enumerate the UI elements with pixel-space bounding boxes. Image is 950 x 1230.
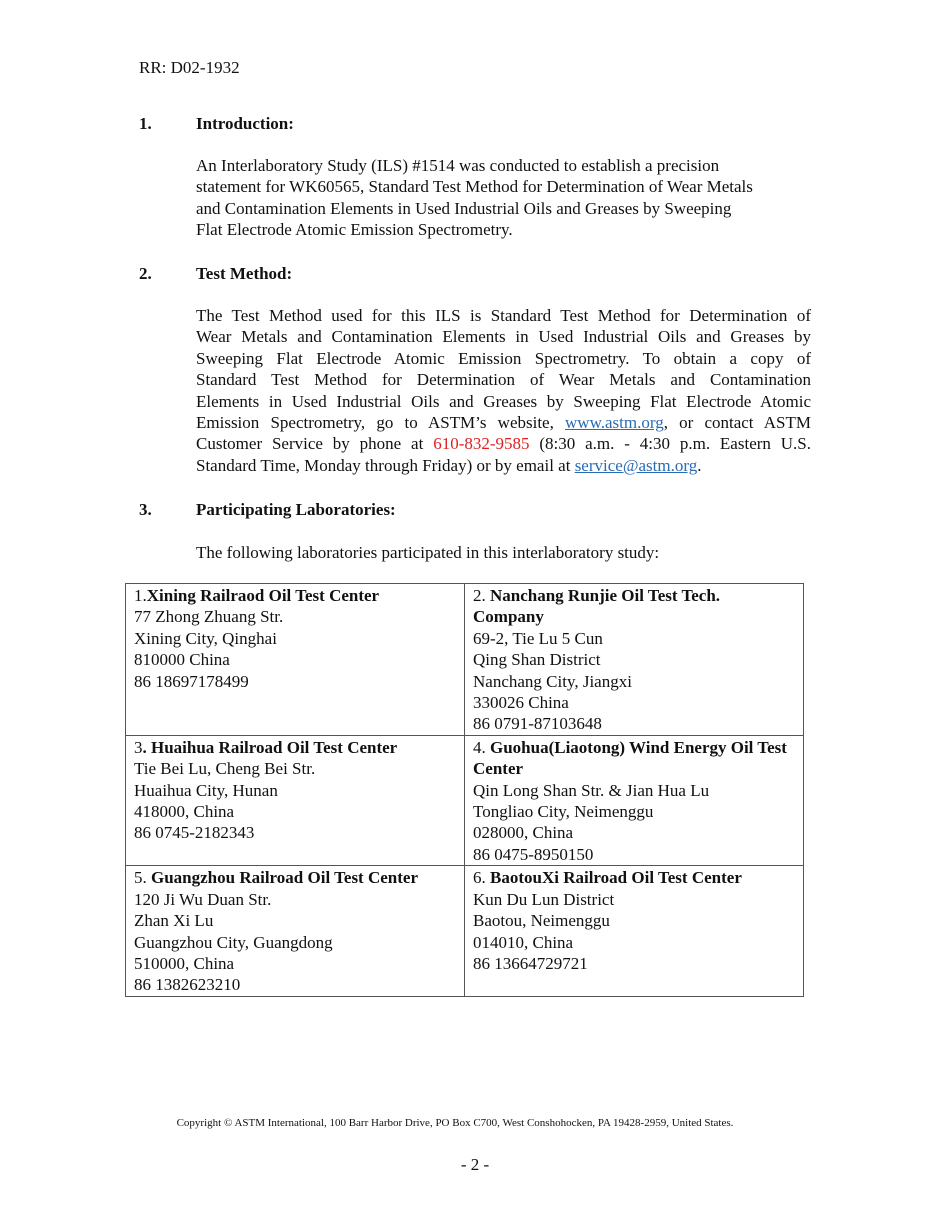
service-email-link[interactable]: service@astm.org <box>574 455 698 475</box>
lab-cell-1 <box>126 584 465 736</box>
laboratories-table <box>125 583 804 997</box>
method-text: (8:30 a.m. - 4:30 p.m. Eastern U.S. <box>529 434 811 454</box>
lab-address-line: Baotou, Neimenggu <box>473 911 610 931</box>
lab-address-line: Huaihua City, Hunan <box>134 780 278 800</box>
lab-cell-5 <box>126 866 465 996</box>
lab-cell-3 <box>126 735 465 865</box>
lab-phone: 86 0745-2182343 <box>134 823 255 843</box>
lab-address-line: 77 Zhong Zhuang Str. <box>134 607 284 627</box>
method-text: Standard Time, Monday through Friday) or by email at <box>196 455 575 475</box>
method-line-email <box>196 455 811 476</box>
lab-address-line: Tongliao City, Neimenggu <box>473 802 654 822</box>
lab-address-line: Guangzhou City, Guangdong <box>134 932 333 952</box>
lab-number: 3 <box>134 737 143 757</box>
lab-name: Guangzhou Railroad Oil Test Center <box>151 868 418 888</box>
lab-address-line: Zhan Xi Lu <box>134 911 214 931</box>
lab-phone: 86 0791-87103648 <box>473 714 602 734</box>
method-line-phone <box>196 433 811 454</box>
lab-name: Guohua(Liaotong) Wind Energy Oil Test Center <box>473 737 787 779</box>
method-line: The Test Method used for this ILS is Standard Test Method for Determination of <box>196 306 811 325</box>
section-3-title: Participating Laboratories: <box>196 500 396 519</box>
method-line: Wear Metals and Contamination Elements in Used Industrial Oils and Greases by <box>196 327 811 347</box>
method-text: , or contact ASTM <box>663 413 811 433</box>
lab-address-line: Qing Shan District <box>473 650 601 670</box>
introduction-paragraph <box>196 155 811 241</box>
table-row <box>126 866 804 996</box>
lab-cell-2 <box>465 584 804 736</box>
lab-name: Xining Railraod Oil Test Center <box>146 586 380 605</box>
lab-address-line: 330026 China <box>473 693 569 713</box>
lab-address-line: 028000, China <box>473 823 574 843</box>
copyright-footer: Copyright © ASTM International, 100 Barr Harbor Drive, PO Box C700, West Conshohocken, PA 19428-2959, United States. <box>176 1117 734 1129</box>
lab-number: 2. <box>473 586 490 605</box>
labs-intro: The following laboratories participated in this interlaboratory study: <box>196 543 660 562</box>
lab-address-line: Kun Du Lun District <box>473 889 615 909</box>
lab-cell-4 <box>465 735 804 865</box>
intro-line: Flat Electrode Atomic Emission Spectrometry. <box>196 220 513 240</box>
method-text: Customer Service by phone at <box>196 434 434 454</box>
lab-address-line: 510000, China <box>134 953 235 973</box>
section-1-title: Introduction: <box>196 114 294 133</box>
intro-line: statement for WK60565, Standard Test Method for Determination of Wear Metals <box>196 177 753 197</box>
method-line-website <box>196 412 811 433</box>
table-row <box>126 735 804 865</box>
lab-heading <box>473 585 795 628</box>
lab-name: BaotouXi Railroad Oil Test Center <box>490 868 742 888</box>
lab-phone: 86 0475-8950150 <box>473 844 594 864</box>
intro-line: and Contamination Elements in Used Industrial Oils and Greases by Sweeping <box>196 198 732 218</box>
lab-heading <box>134 585 456 606</box>
section-3-number: 3. <box>139 500 152 519</box>
lab-cell-6 <box>465 866 804 996</box>
lab-address-line: Tie Bei Lu, Cheng Bei Str. <box>134 759 316 779</box>
lab-heading <box>134 737 456 758</box>
page-number: - 2 - <box>460 1155 490 1174</box>
lab-address-line: Nanchang City, Jiangxi <box>473 671 632 691</box>
lab-address-line: 810000 China <box>134 650 230 670</box>
lab-address-line: 120 Ji Wu Duan Str. <box>134 889 272 909</box>
phone-number: 610-832-9585 <box>433 434 530 454</box>
lab-heading <box>134 867 456 888</box>
astm-website-link[interactable]: www.astm.org <box>565 413 664 433</box>
lab-heading <box>473 867 795 888</box>
lab-number: 5. <box>134 868 151 888</box>
lab-number: 4. <box>473 737 490 757</box>
lab-address-line: Xining City, Qinghai <box>134 628 277 648</box>
table-row <box>126 584 804 736</box>
method-line: Elements in Used Industrial Oils and Greases by Sweeping Flat Electrode Atomic <box>196 391 811 411</box>
method-line: Sweeping Flat Electrode Atomic Emission Spectrometry. To obtain a copy of <box>196 348 811 368</box>
lab-phone: 86 18697178499 <box>134 671 249 691</box>
lab-address-line: 69-2, Tie Lu 5 Cun <box>473 628 603 648</box>
lab-name: . Huaihua Railroad Oil Test Center <box>142 737 398 757</box>
method-text: . <box>697 455 702 475</box>
lab-address-line: 418000, China <box>134 802 235 822</box>
lab-number: 6. <box>473 868 490 888</box>
lab-number: 1. <box>134 586 147 605</box>
method-line: Standard Test Method for Determination of Wear Metals and Contamination <box>196 370 811 390</box>
document-header: RR: D02-1932 <box>139 58 240 77</box>
section-2-number: 2. <box>139 264 152 283</box>
method-text: Emission Spectrometry, go to ASTM’s website, <box>196 413 566 433</box>
lab-address-line: Qin Long Shan Str. & Jian Hua Lu <box>473 780 710 800</box>
lab-heading <box>473 737 795 780</box>
lab-address-line: 014010, China <box>473 932 574 952</box>
lab-name: Nanchang Runjie Oil Test Tech. Company <box>473 586 721 627</box>
lab-phone: 86 13664729721 <box>473 953 588 973</box>
section-1-number: 1. <box>139 114 152 133</box>
test-method-paragraph <box>196 305 811 476</box>
section-2-title: Test Method: <box>196 264 293 283</box>
lab-phone: 86 1382623210 <box>134 975 241 995</box>
intro-line: An Interlaboratory Study (ILS) #1514 was conducted to establish a precision <box>196 156 720 175</box>
